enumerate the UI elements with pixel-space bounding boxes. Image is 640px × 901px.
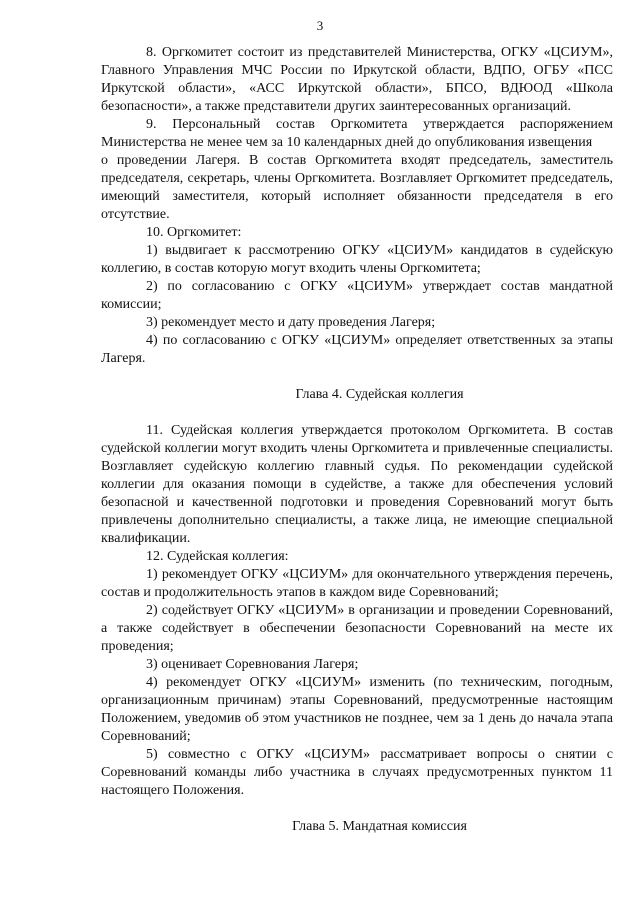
- paragraph-12-item-1: 1) рекомендует ОГКУ «ЦСИУМ» для окончательного утверждения перечень, состав и продолжительность этапов в каждом виде Соревнований;: [101, 567, 613, 600]
- paragraph-10-item-1: 1) выдвигает к рассмотрению ОГКУ «ЦСИУМ» кандидатов в судейскую коллегию, в состав которую могут входить члены Оргкомитета;: [101, 243, 613, 276]
- chapter-5-heading: Глава 5. Мандатная комиссия: [292, 819, 467, 834]
- paragraph-9: 9. Персональный состав Оргкомитета утверждается распоряжением Министерства не менее чем за 10 календарных дней до опубликования извещения: [101, 117, 613, 150]
- paragraph-8: 8. Оргкомитет состоит из представителей Министерства, ОГКУ «ЦСИУМ», Главного Управления МЧС России по Иркутской области, ВДПО, ОГБУ «ПСС Иркутской области», «АСС Иркутской области», БПСО, ВДЮОД «Школа безопасности», а также представители других заинтересованных организаций.: [101, 45, 613, 114]
- paragraph-10: 10. Оргкомитет:: [146, 225, 242, 240]
- paragraph-9-continued: о проведении Лагеря. В состав Оргкомитета входят председатель, заместитель председателя, секретарь, члены Оргкомитета. Возглавляет Оргкомитет председатель, имеющий заместителя, который исполняет обязанности председателя в его отсутствие.: [101, 153, 613, 222]
- paragraph-12-item-4: 4) рекомендует ОГКУ «ЦСИУМ» изменить (по техническим, погодным, организационным причинам) этапы Соревнований, предусмотренные настоящим Положением, уведомив об этом участников не позднее, чем за 1 день до начала этапа Соревнований;: [101, 675, 613, 744]
- chapter-4-heading: Глава 4. Судейская коллегия: [295, 387, 464, 402]
- paragraph-11: 11. Судейская коллегия утверждается протоколом Оргкомитета. В состав судейской коллегии могут входить члены Оргкомитета и привлеченные специалисты. Возглавляет судейскую коллегию главный судья. По рекомендации судейской коллегии для оказания помощи в судействе, а также для обеспечения условий безопасной и качественной подготовки и проведения Соревнований могут быть привлечены дополнительно специалисты, а также лица, не имеющие специальной квалификации.: [101, 423, 613, 546]
- paragraph-12-item-3: 3) оценивает Соревнования Лагеря;: [146, 657, 359, 672]
- paragraph-10-item-3: 3) рекомендует место и дату проведения Лагеря;: [146, 315, 436, 330]
- paragraph-10-item-2: 2) по согласованию с ОГКУ «ЦСИУМ» утверждает состав мандатной комиссии;: [101, 279, 613, 312]
- paragraph-10-item-4: 4) по согласованию с ОГКУ «ЦСИУМ» определяет ответственных за этапы Лагеря.: [101, 333, 613, 366]
- document-body: [101, 44, 613, 854]
- paragraph-12-item-5: 5) совместно с ОГКУ «ЦСИУМ» рассматривает вопросы о снятии с Соревнований команды либо участника в случаях предусмотренных пунктом 11 настоящего Положения.: [101, 747, 613, 798]
- paragraph-12: 12. Судейская коллегия:: [146, 549, 289, 564]
- paragraph-12-item-2: 2) содействует ОГКУ «ЦСИУМ» в организации и проведении Соревнований, а также содействует в обеспечении безопасности Соревнований на месте их проведения;: [101, 603, 613, 654]
- page-number: 3: [316, 18, 324, 33]
